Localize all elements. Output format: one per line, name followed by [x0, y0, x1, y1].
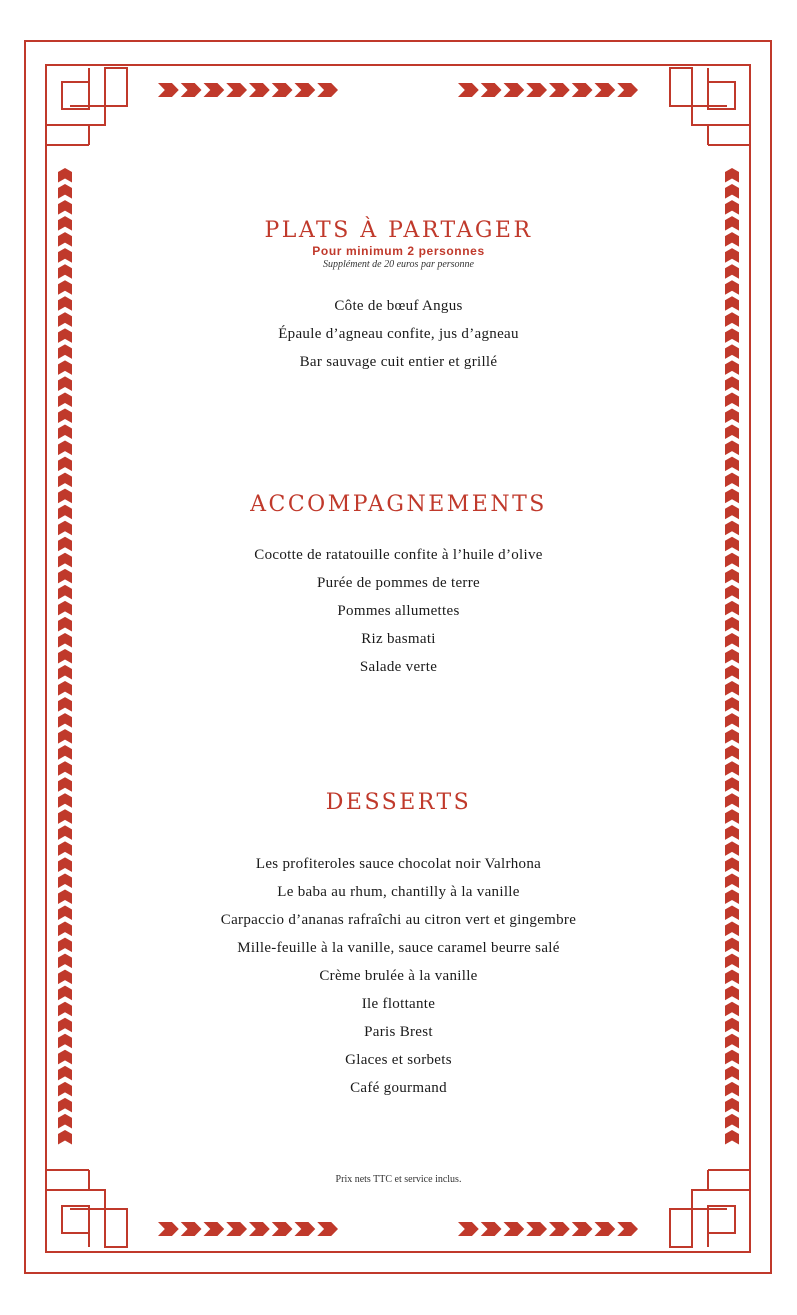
section-subtitle-plats: Pour minimum 2 personnes: [312, 244, 485, 258]
menu-item: Pommes allumettes: [337, 603, 460, 619]
menu-item: Paris Brest: [364, 1024, 433, 1040]
corner-ornament-top-right: [670, 68, 751, 145]
section-note-plats: Supplément de 20 euros par personne: [323, 259, 474, 270]
section-accompagnements: [0, 492, 797, 681]
menu-item: Carpaccio d’ananas rafraîchi au citron vert et gingembre: [220, 912, 577, 928]
menu-item: Côte de bœuf Angus: [334, 298, 463, 314]
menu-item: Café gourmand: [350, 1080, 447, 1096]
section-title-accompagnements: ACCOMPAGNEMENTS: [250, 492, 547, 517]
section-title-plats: PLATS À PARTAGER: [264, 218, 533, 243]
arrow-band-top-left: [158, 83, 338, 97]
section-plats: [0, 218, 797, 376]
section-desserts: [0, 790, 797, 1102]
arrow-band-top-right: [458, 83, 638, 97]
menu-item: Bar sauvage cuit entier et grillé: [299, 354, 498, 370]
menu-item: Cocotte de ratatouille confite à l’huile d’olive: [254, 547, 543, 563]
arrow-band-bottom-left: [158, 1222, 338, 1236]
section-title-desserts: DESSERTS: [325, 790, 472, 815]
menu-item: Les profiteroles sauce chocolat noir Valrhona: [255, 856, 542, 872]
menu-item: Épaule d’agneau confite, jus d’agneau: [278, 326, 519, 342]
menu-item: Riz basmati: [361, 631, 436, 647]
menu-item: Glaces et sorbets: [345, 1052, 452, 1068]
menu-item: Mille-feuille à la vanille, sauce caramel beurre salé: [237, 940, 560, 956]
menu-item: Crème brulée à la vanille: [319, 968, 478, 984]
corner-ornament-top-left: [46, 68, 127, 145]
arrow-band-bottom-right: [458, 1222, 638, 1236]
menu-item: Le baba au rhum, chantilly à la vanille: [277, 884, 520, 900]
menu-item: Salade verte: [359, 659, 438, 675]
footer-note: Prix nets TTC et service inclus.: [335, 1174, 462, 1185]
menu-item: Ile flottante: [361, 996, 436, 1012]
menu-item: Purée de pommes de terre: [317, 575, 480, 591]
